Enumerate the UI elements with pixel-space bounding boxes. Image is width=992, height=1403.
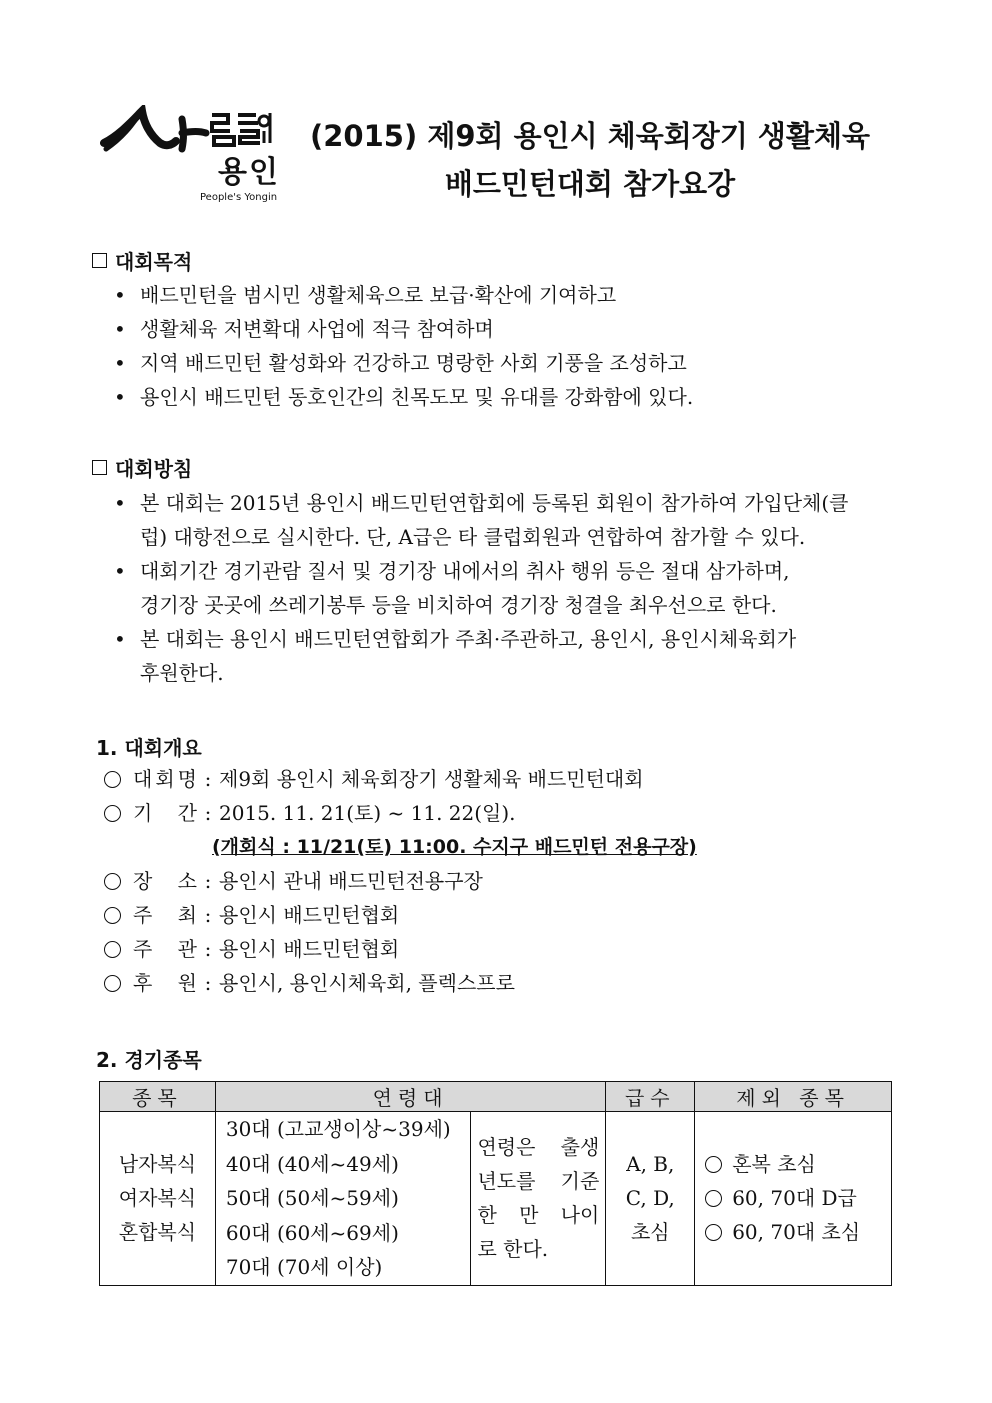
grades-cell — [606, 1112, 695, 1286]
square-bullet-icon — [92, 460, 107, 475]
list-item-text: 대회기간 경기관람 질서 및 경기장 내에서의 취사 행위 등은 절대 삼가하며, — [140, 559, 790, 583]
header-grade: 급수 — [606, 1082, 695, 1112]
list-item — [112, 554, 902, 588]
events-heading: 2. 경기종목 — [96, 1048, 202, 1072]
list-item-text: 지역 배드민턴 활성화와 건강하고 명랑한 사회 기풍을 조성하고 — [140, 351, 687, 375]
colon: : — [204, 869, 212, 893]
circle-bullet-icon — [705, 1156, 722, 1173]
title-line-2: 배드민턴대회 참가요강 — [444, 167, 736, 201]
colon: : — [204, 903, 212, 927]
title-line-1: (2015) 제9회 용인시 체육회장기 생활체육 — [310, 119, 870, 153]
bullet-dot: • — [114, 317, 126, 341]
item-value: 용인시 배드민턴협회 — [219, 903, 400, 927]
circle-bullet-icon — [104, 873, 121, 890]
overview-heading: 1. 대회개요 — [96, 736, 202, 760]
item-value: 용인시, 용인시체육회, 플렉스프로 — [219, 971, 515, 995]
list-item — [112, 278, 902, 312]
opening-note-text: (개회식 : 11/21(토) 11:00. 수지구 배드민턴 전용구장) — [212, 836, 697, 858]
square-bullet-icon — [92, 253, 107, 268]
bullet-dot: • — [114, 351, 126, 375]
item-value: 2015. 11. 21(토) ~ 11. 22(일). — [219, 801, 516, 825]
item-label: 장 소 — [133, 869, 197, 893]
list-item-continuation — [112, 520, 902, 554]
header-exclusion: 제외 종목 — [695, 1082, 892, 1112]
exclusion-item — [695, 1215, 891, 1249]
colon: : — [204, 767, 212, 791]
age-note-text: 연령은 출생 — [477, 1135, 600, 1160]
overview-item-host — [104, 898, 904, 932]
grade-text: 초심 — [630, 1220, 670, 1245]
age-group-text: 50대 (50세~59세) — [225, 1186, 399, 1210]
list-item — [112, 622, 902, 656]
exclusion-text: 60, 70대 초심 — [732, 1220, 861, 1245]
item-value: 용인시 배드민턴협회 — [219, 937, 400, 961]
overview-item-name — [104, 762, 904, 796]
purpose-heading — [92, 246, 192, 275]
bullet-dot: • — [114, 559, 126, 583]
list-item-text: 럽) 대항전으로 실시한다. 단, A급은 타 클럽회원과 연합하여 참가할 수 있다. — [140, 525, 806, 549]
logo-english-text: People's Yongin — [200, 192, 278, 203]
list-item-text: 용인시 배드민턴 동호인간의 친목도모 및 유대를 강화함에 있다. — [140, 385, 694, 409]
opening-ceremony-note — [104, 830, 904, 864]
purpose-list — [112, 278, 902, 414]
category-text: 여자복식 — [118, 1186, 197, 1211]
item-label: 기 간 — [133, 801, 197, 825]
page-title — [290, 112, 890, 208]
exclusion-text: 혼복 초심 — [732, 1152, 816, 1177]
bullet-dot: • — [114, 385, 126, 409]
age-group-text: 30대 (고교생이상~39세) — [225, 1117, 451, 1141]
list-item-text: 본 대회는 2015년 용인시 배드민턴연합회에 등록된 회원이 참가하여 가입단체(클 — [140, 491, 849, 515]
age-group-text: 40대 (40세~49세) — [225, 1151, 399, 1176]
age-note-text: 한 만 나이 — [477, 1203, 600, 1228]
category-text: 남자복식 — [118, 1152, 197, 1177]
colon: : — [204, 937, 212, 961]
exclusion-item — [695, 1181, 891, 1215]
grade-text: C, D, — [625, 1186, 675, 1211]
purpose-heading-text: 대회목적 — [115, 250, 193, 274]
policy-heading — [92, 453, 192, 482]
events-table — [99, 1081, 892, 1286]
colon: : — [204, 801, 212, 825]
list-item — [112, 346, 902, 380]
overview-item-period — [104, 796, 904, 830]
list-item-continuation — [112, 588, 902, 622]
list-item — [112, 380, 902, 414]
item-label: 후 원 — [133, 971, 197, 995]
circle-bullet-icon — [104, 907, 121, 924]
circle-bullet-icon — [705, 1224, 722, 1241]
exclusion-text: 60, 70대 D급 — [732, 1186, 857, 1211]
grade-text: A, B, — [626, 1152, 675, 1177]
category-text: 혼합복식 — [118, 1220, 197, 1245]
circle-bullet-icon — [104, 805, 121, 822]
table-header-row — [100, 1082, 892, 1112]
overview-item-sponsor — [104, 966, 904, 1000]
policy-list — [112, 486, 902, 690]
list-item — [112, 312, 902, 346]
bullet-dot: • — [114, 491, 126, 515]
logo — [100, 105, 280, 205]
list-item-text: 경기장 곳곳에 쓰레기봉투 등을 비치하여 경기장 청결을 최우선으로 한다. — [140, 593, 777, 617]
item-value: 제9회 용인시 체육회장기 생활체육 배드민턴대회 — [219, 767, 644, 791]
header-age: 연령대 — [215, 1082, 605, 1112]
overview-list — [104, 762, 904, 1000]
overview-item-organizer — [104, 932, 904, 966]
table-row — [100, 1112, 892, 1286]
age-group-text: 70대 (70세 이상) — [225, 1255, 383, 1279]
item-label: 주 최 — [133, 903, 197, 927]
colon: : — [204, 971, 212, 995]
age-note-text: 년도를 기준 — [477, 1169, 600, 1194]
list-item-text: 후원한다. — [140, 661, 224, 685]
item-label: 대 회 명 — [133, 767, 197, 791]
circle-bullet-icon — [705, 1190, 722, 1207]
exclusions-cell — [695, 1112, 892, 1286]
list-item-text: 본 대회는 용인시 배드민턴연합회가 주최·주관하고, 용인시, 용인시체육회가 — [140, 627, 797, 651]
bullet-dot: • — [114, 627, 126, 651]
circle-bullet-icon — [104, 771, 121, 788]
logo-text: 용인 — [218, 155, 280, 190]
event-categories-cell — [100, 1112, 216, 1286]
bullet-dot: • — [114, 283, 126, 307]
overview-item-venue — [104, 864, 904, 898]
circle-bullet-icon — [104, 941, 121, 958]
age-note-cell — [471, 1112, 606, 1286]
age-note-text: 로 한다. — [477, 1237, 549, 1262]
header-event: 종목 — [100, 1082, 216, 1112]
item-value: 용인시 관내 배드민턴전용구장 — [219, 869, 483, 893]
policy-heading-text: 대회방침 — [115, 457, 193, 481]
list-item — [112, 486, 902, 520]
exclusion-item — [695, 1147, 891, 1181]
circle-bullet-icon — [104, 975, 121, 992]
age-groups-cell — [215, 1112, 471, 1286]
list-item-text: 생활체육 저변확대 사업에 적극 참여하며 — [140, 317, 494, 341]
age-group-text: 60대 (60세~69세) — [225, 1220, 399, 1245]
list-item-text: 배드민턴을 범시민 생활체육으로 보급·확산에 기여하고 — [140, 283, 617, 307]
item-label: 주 관 — [133, 937, 197, 961]
list-item-continuation — [112, 656, 902, 690]
